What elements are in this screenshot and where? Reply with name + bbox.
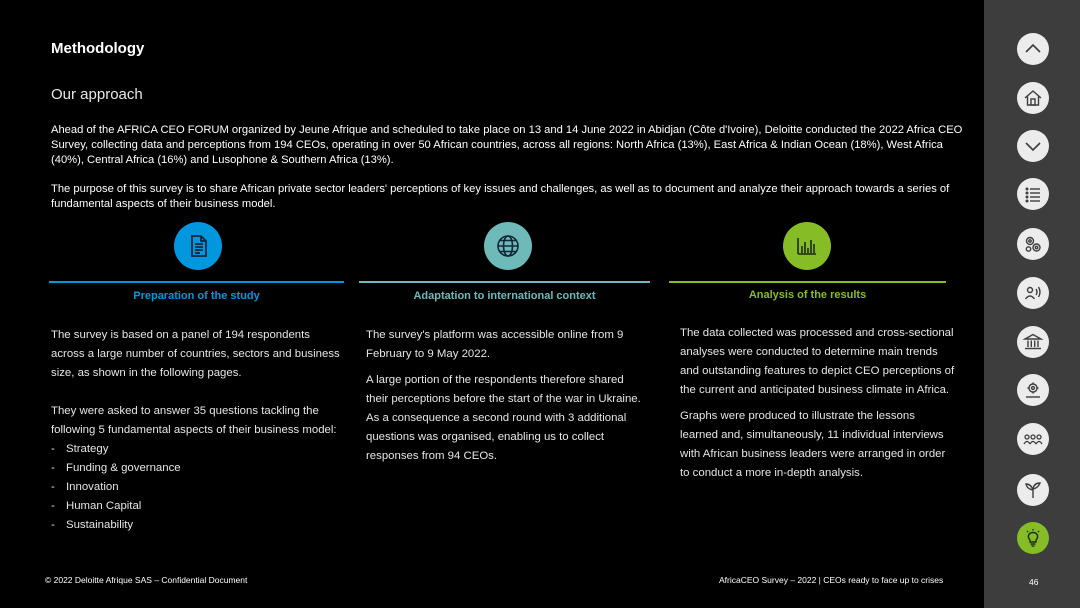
- preparation-paragraph-1: The survey is based on a panel of 194 respondents across a large number of countries, sectors and business size, as shown in the following pages.: [51, 329, 340, 379]
- analysis-paragraph-1: The data collected was processed and cross-sectional analyses were conducted to determine main trends and outstanding features to depict CEO perceptions of the current and anticipated business climate in Africa.: [680, 327, 955, 396]
- gears-icon: [1022, 233, 1044, 255]
- analysis-paragraph-2: Graphs were produced to illustrate the lessons learned and, simultaneously, 11 individual interviews with African business leaders were arranged in order to conduct a more in-depth analysis.: [680, 410, 946, 479]
- intro-paragraph-2: The purpose of this survey is to share African private sector leaders' perceptions of key issues and challenges, as well as to document and analyze their approach towards a series of fundamental aspects of their business model.: [51, 183, 950, 210]
- adaptation-text: [366, 326, 646, 466]
- section-strategy-button[interactable]: [1017, 228, 1049, 260]
- preparation-heading: Preparation of the study: [133, 290, 260, 302]
- section-innovation-button[interactable]: [1017, 374, 1049, 406]
- footer-report-title: AfricaCEO Survey – 2022 | CEOs ready to face up to crises: [719, 575, 944, 585]
- group-icon: [1022, 428, 1044, 450]
- analysis-heading: Analysis of the results: [748, 289, 867, 301]
- page-subtitle: Our approach: [51, 86, 143, 103]
- document-icon: [174, 222, 222, 270]
- list-item: - Sustainability: [51, 519, 134, 531]
- intro-paragraph-1: Ahead of the AFRICA CEO FORUM organized by Jeune Afrique and scheduled to take place on 13 and 14 June 2022 in Abidjan (Côte d'Ivoire), Deloitte conducted the 2022 Africa CEO Survey, collecting data and perceptions from 194 CEOs, operating in over 50 African countries, across all regions: North Africa (13%), East Africa & Indian Ocean (18%), West Africa (40%), Central Africa (16%) and Lusophone & Southern Africa (13%).: [51, 124, 963, 166]
- preparation-paragraph-2: They were asked to answer 35 questions tackling the following 5 fundamental aspects of their business model:: [51, 405, 337, 436]
- contents-button[interactable]: [1017, 178, 1049, 210]
- gear-hand-icon: [1022, 379, 1044, 401]
- adaptation-paragraph-1: The survey's platform was accessible online from 9 February to 9 May 2022.: [366, 329, 624, 360]
- bank-icon: [1022, 331, 1044, 353]
- globe-icon: [484, 222, 532, 270]
- section-human-capital-button[interactable]: [1017, 423, 1049, 455]
- lightbulb-icon: [1022, 527, 1044, 549]
- adaptation-heading: Adaptation to international context: [413, 290, 596, 302]
- next-button[interactable]: [1017, 130, 1049, 162]
- analysis-text: [680, 324, 955, 483]
- chevron-down-icon: [1022, 135, 1044, 157]
- list-icon: [1022, 183, 1044, 205]
- section-governance-button[interactable]: [1017, 326, 1049, 358]
- page-title: Methodology: [51, 40, 145, 57]
- chevron-up-icon: [1022, 38, 1044, 60]
- bar-chart-icon: [783, 222, 831, 270]
- section-methodology-button[interactable]: [1017, 522, 1049, 554]
- page-number: 46: [1029, 577, 1039, 587]
- preparation-text: [51, 326, 341, 535]
- adaptation-paragraph-2: A large portion of the respondents therefore shared their perceptions before the start of the war in Ukraine. As a consequence a second round with 3 additional questions was organised, enabling us to collect responses from 94 CEOs.: [366, 374, 641, 462]
- analysis-rule: [669, 281, 946, 283]
- section-sustainability-button[interactable]: [1017, 474, 1049, 506]
- footer-copyright: © 2022 Deloitte Afrique SAS – Confidential Document: [45, 575, 248, 585]
- section-voice-button[interactable]: [1017, 277, 1049, 309]
- preparation-rule: [49, 281, 344, 283]
- list-item: - Innovation: [51, 481, 119, 493]
- previous-button[interactable]: [1017, 33, 1049, 65]
- home-button[interactable]: [1017, 82, 1049, 114]
- sprout-icon: [1022, 479, 1044, 501]
- list-item: - Funding & governance: [51, 462, 181, 474]
- home-icon: [1022, 87, 1044, 109]
- list-item: - Human Capital: [51, 500, 142, 512]
- people-voice-icon: [1022, 282, 1044, 304]
- adaptation-rule: [359, 281, 650, 283]
- list-item: - Strategy: [51, 443, 109, 455]
